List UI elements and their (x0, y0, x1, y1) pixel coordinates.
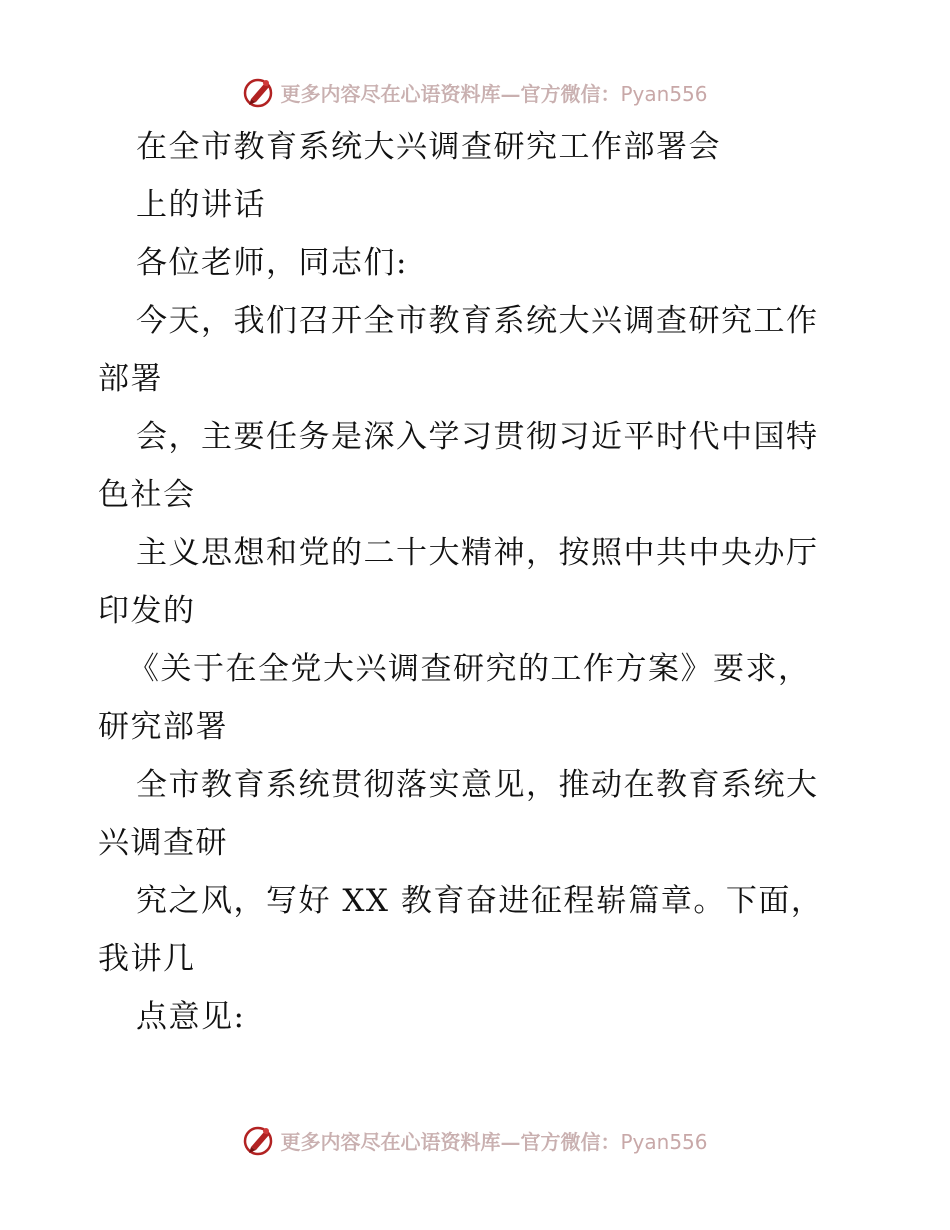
paragraph-line: 全市教育系统贯彻落实意见，推动在教育系统大 (136, 767, 819, 803)
watermark-footer (0, 1120, 950, 1160)
paragraph-line: 今天，我们召开全市教育系统大兴调查研究工作 (136, 303, 819, 339)
document-body (98, 118, 858, 1046)
paragraph-line: 色社会 (98, 477, 196, 513)
title-line-1: 在全市教育系统大兴调查研究工作部署会 (136, 129, 721, 165)
pen-logo-icon (242, 75, 276, 109)
watermark-text: 更多内容尽在心语资料库—官方微信：Pyan556 (280, 81, 708, 106)
pen-logo-icon (242, 1123, 276, 1157)
paragraph-line: 部署 (98, 361, 163, 397)
title-line-2: 上的讲话 (136, 187, 266, 223)
paragraph-line: 究之风，写好 XX 教育奋进征程崭篇章。下面， (136, 883, 824, 919)
paragraph-line: 研究部署 (98, 709, 228, 745)
paragraph-line: 我讲几 (98, 941, 196, 977)
paragraph-line: 印发的 (98, 593, 196, 629)
watermark-header (0, 72, 950, 112)
salutation: 各位老师，同志们: (136, 245, 408, 281)
paragraph-line: 《关于在全党大兴调查研究的工作方案》要求， (128, 651, 811, 687)
paragraph-line: 点意见: (136, 999, 246, 1035)
paragraph-line: 兴调查研 (98, 825, 228, 861)
paragraph-line: 会，主要任务是深入学习贯彻习近平时代中国特 (136, 419, 819, 455)
watermark-text: 更多内容尽在心语资料库—官方微信：Pyan556 (280, 1129, 708, 1154)
paragraph-line: 主义思想和党的二十大精神，按照中共中央办厅 (136, 535, 819, 571)
